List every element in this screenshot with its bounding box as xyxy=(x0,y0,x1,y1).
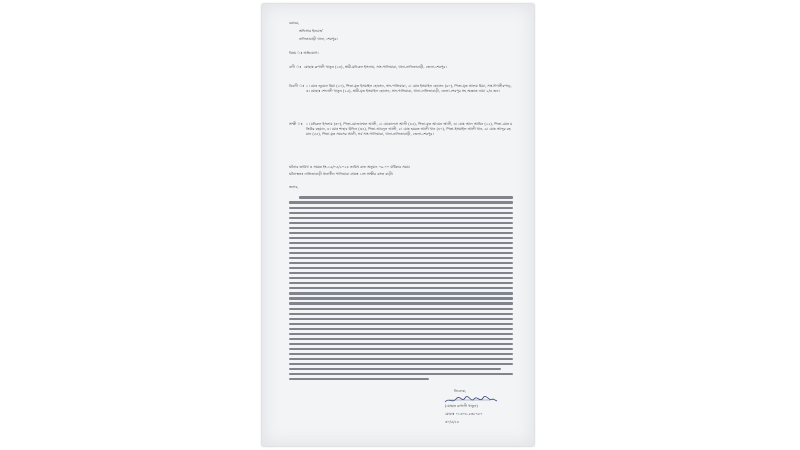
body-text-line xyxy=(289,242,513,244)
closing-label: নিবেদক, xyxy=(454,389,467,393)
letter-date: ৩০/৫/২৪ xyxy=(445,420,460,424)
body-text-line xyxy=(289,302,513,304)
body-text-line xyxy=(289,368,501,370)
body-text-line xyxy=(299,196,513,198)
body-text-line xyxy=(289,348,513,350)
body-text-line xyxy=(289,201,513,203)
body-text-line xyxy=(289,353,513,355)
body-text-line xyxy=(289,292,513,294)
body-text-line xyxy=(289,363,513,365)
greeting: জনাব, xyxy=(289,185,299,189)
incident-time: ঘটনার তারিখ ও সময়ঃ ইং-১৬/০৫/২০২৪ তারিখ রাত অনুমান ০৯.০০ ঘটিকার সময়। xyxy=(289,165,410,169)
signatory-name: (মোছাঃ রূপালী খাতুন) xyxy=(445,404,478,408)
body-text-line xyxy=(289,247,513,249)
body-text-line xyxy=(289,297,513,299)
body-text-line xyxy=(289,277,513,279)
defendants-text: ১। মোঃ জুয়েল মিয়া (২৭), পিতা-মৃত ইসমাইল হোসেন, সাং-পালিয়ারা, ২। মোঃ ইসমাইল হোসেন (৬০), পিতা-মৃত আলম মিয়া, সাং-দিগলীরপাড়, ৩। মোছাঃ শেফালী খাতুন (২৫), স্বামী-মৃত ইসমাইল হোসেন, সাং-পালিয়ারা, থানা-নালিতাবাড়ী, জেলা-শেরপুর সহ অজ্ঞাত নামা ২/৩ জন। xyxy=(306,84,512,94)
body-text-line xyxy=(289,378,429,380)
body-text-line xyxy=(289,328,513,330)
body-text-line xyxy=(289,222,513,224)
witnesses-label: সাক্ষী ঃ xyxy=(289,122,303,126)
plaintiff-text: মোছাঃ রূপালী খাতুন (২৪), স্বামী-মনিরুল ইসলাম, সাং-পালিয়ারা, থানা-নালিতাবাড়ী, জেলা-শেরপুর। xyxy=(304,65,447,69)
letter-paper xyxy=(262,4,534,446)
body-text-line xyxy=(289,308,513,310)
body-text-line xyxy=(289,212,513,214)
body-text-line xyxy=(289,237,513,239)
body-text-line xyxy=(289,217,513,219)
body-text-line xyxy=(289,207,513,209)
body-text-line xyxy=(289,267,513,269)
defendants-label: বিবাদী ঃ xyxy=(289,84,305,88)
subject-line: বিষয় ঃ অভিযোগ। xyxy=(289,51,319,55)
body-text-line xyxy=(289,282,513,284)
body-text-line xyxy=(289,313,513,315)
body-text-line xyxy=(289,287,513,289)
plaintiff-label: বাদী ঃ xyxy=(289,65,302,69)
body-text-line xyxy=(289,338,513,340)
body-text-line xyxy=(289,323,513,325)
recipient-address: নালিতাবাড়ী থানা, শেরপুর। xyxy=(299,37,338,41)
body-text-line xyxy=(289,333,513,335)
body-text-line xyxy=(289,262,513,264)
body-text-line xyxy=(289,343,513,345)
witnesses-text: ১। মনিরুল ইসলাম (৩০), পিতা-মোজাম্মেল আলী, ২। মোকাদ্দেস আলী (৪৫), পিতা-মৃত আয়েন আলী, ৩। মোঃ আল আমিন (২২), পিতা-মোঃ মতিউর রহমান, ৪। মোঃ শাহাব উদ্দিন (৩৫), পিতা-আবদুল আলী, ৫। মোঃ হযরত আলী খান (৪০), পিতা-ইসমাইল আলী খান, ৬। মোঃ আব্দুর রহমান (৫৫), পিতা-মৃত সমসের আলী, সর্ব সাং-পালিয়ারা, থানা-নালিতাবাড়ী, জেলা-শেরপুর। xyxy=(306,122,513,137)
salutation: বরাবর, xyxy=(289,21,300,25)
signatory-phone: মোবাঃ ০১৩০৮-৫৩৮৭৮৭ xyxy=(445,412,483,416)
body-text-line xyxy=(289,373,513,375)
body-text-line xyxy=(289,227,513,229)
body-text-line xyxy=(289,272,513,274)
body-text-line xyxy=(289,257,513,259)
body-text-line xyxy=(289,252,513,254)
incident-place: ঘটনাস্থলঃ নালিতাবাড়ী থানাধীন পালিয়ারা গ্রামস্থ ১নং সাক্ষীর বসত বাড়ী। xyxy=(289,172,394,176)
body-text-line xyxy=(289,318,513,320)
recipient-title: অফিসার ইনচার্জ xyxy=(299,29,323,33)
body-paragraph xyxy=(289,195,513,383)
body-text-line xyxy=(289,232,513,234)
body-text-line xyxy=(289,358,513,360)
